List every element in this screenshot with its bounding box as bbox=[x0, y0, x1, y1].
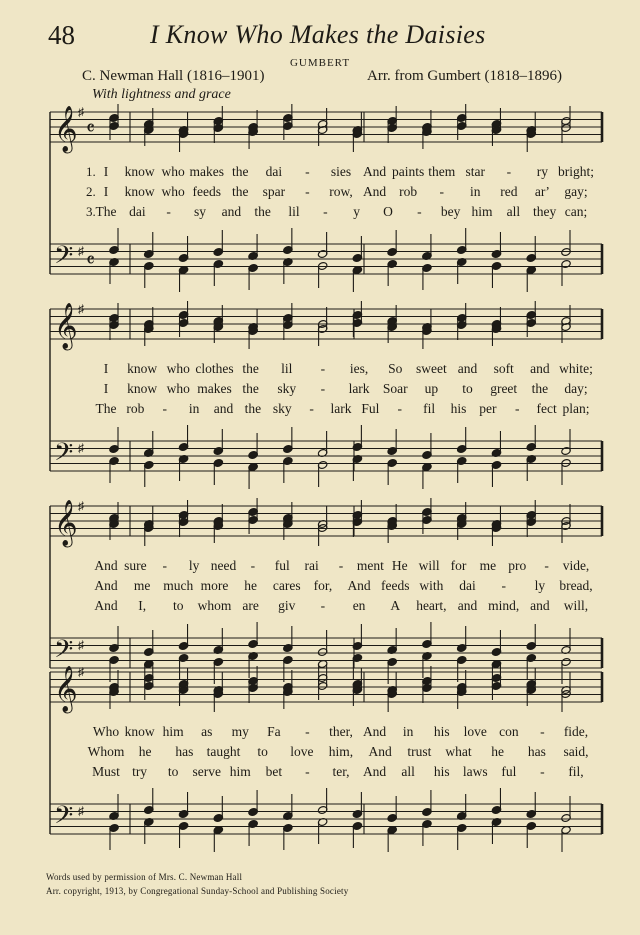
tune-name: GUMBERT bbox=[289, 57, 351, 69]
lyric-syllable: - bbox=[397, 401, 402, 416]
lyric-syllable: and bbox=[221, 204, 242, 219]
lyric-syllable: in bbox=[402, 724, 414, 739]
lyric-syllable: I bbox=[103, 184, 109, 199]
lyric-syllable: in bbox=[470, 184, 481, 199]
lyric-syllable: his bbox=[450, 401, 467, 416]
lyric-syllable: And bbox=[362, 764, 387, 779]
author-credit: C. Newman Hall (1816–1901) bbox=[82, 68, 265, 84]
lyric-syllable: - bbox=[540, 724, 545, 739]
lyric-syllable: to bbox=[173, 598, 184, 613]
music-system-4 bbox=[46, 665, 606, 848]
lyric-syllable: - bbox=[515, 401, 520, 416]
lyric-syllable: plan; bbox=[562, 401, 590, 416]
lyric-syllable: them bbox=[428, 164, 456, 179]
lyric-syllable: - bbox=[320, 381, 326, 396]
lyric-syllable: up bbox=[424, 381, 439, 396]
common-time-icon: 𝄴 bbox=[86, 116, 95, 140]
lyric-syllable: feeds bbox=[192, 184, 221, 199]
lyric-syllable: - bbox=[540, 764, 545, 779]
lyric-syllable: know bbox=[124, 184, 155, 199]
lyric-syllable: to bbox=[257, 744, 268, 759]
lyric-syllable: lil bbox=[288, 204, 300, 219]
lyric-syllable: love bbox=[290, 744, 314, 759]
lyric-syllable: - bbox=[250, 558, 256, 573]
lyric-syllable: and bbox=[213, 401, 234, 416]
lyric-syllable: - bbox=[305, 764, 310, 779]
verse-number: 3. bbox=[86, 204, 96, 219]
lyric-syllable: who bbox=[161, 164, 185, 179]
lyric-syllable: and bbox=[530, 361, 550, 376]
lyric-syllable: lark bbox=[330, 401, 352, 416]
lyric-syllable: - bbox=[305, 184, 310, 199]
lyric-syllable: And bbox=[94, 558, 118, 573]
lyric-syllable: love bbox=[463, 724, 487, 739]
verse-number: 1. bbox=[86, 164, 96, 179]
page-number: 48 bbox=[48, 20, 75, 50]
common-time-icon: 𝄴 bbox=[86, 248, 95, 272]
lyric-syllable: ther, bbox=[329, 724, 353, 739]
lyric-syllable: heart, bbox=[416, 598, 447, 613]
lyric-syllable: the bbox=[242, 381, 259, 396]
lyric-syllable: The bbox=[95, 204, 117, 219]
lyric-syllable: who bbox=[166, 381, 190, 396]
lyric-syllable: with bbox=[419, 578, 444, 593]
lyric-syllable: will bbox=[418, 558, 440, 573]
lyric-line-verse-3 bbox=[46, 764, 606, 784]
key-sharp-icon: ♯ bbox=[78, 638, 84, 652]
lyric-syllable: to bbox=[462, 381, 473, 396]
lyric-syllable: gay; bbox=[564, 184, 588, 199]
hymn-title: I Know Who Makes the Daisies bbox=[150, 20, 486, 49]
lyric-syllable: him bbox=[162, 724, 184, 739]
lyric-syllable: The bbox=[95, 401, 117, 416]
key-sharp-icon: ♯ bbox=[78, 665, 84, 679]
lyric-syllable: all bbox=[401, 764, 415, 779]
lyric-syllable: - bbox=[544, 558, 549, 573]
lyric-syllable: Ful bbox=[361, 401, 380, 416]
lyric-syllable: And bbox=[347, 578, 371, 593]
lyric-syllable: his bbox=[433, 764, 450, 779]
lyric-syllable: rob bbox=[399, 184, 418, 199]
lyric-syllable: sure bbox=[124, 558, 147, 573]
lyric-syllable: sky bbox=[272, 401, 292, 416]
lyric-syllable: cares bbox=[272, 578, 301, 593]
lyric-syllable: And bbox=[362, 164, 387, 179]
treble-clef-icon: 𝄞 bbox=[54, 666, 78, 712]
lyric-syllable: And bbox=[368, 744, 392, 759]
lyric-syllable: bet bbox=[265, 764, 283, 779]
lyric-syllable: much bbox=[163, 578, 194, 593]
key-sharp-icon: ♯ bbox=[78, 441, 84, 455]
lyric-syllable: And bbox=[362, 184, 387, 199]
lyric-syllable: feeds bbox=[380, 578, 410, 593]
lyric-syllable: A bbox=[390, 598, 401, 613]
lyric-syllable: know bbox=[127, 381, 158, 396]
lyric-syllable: has bbox=[175, 744, 194, 759]
lyric-syllable: has bbox=[527, 744, 546, 759]
lyric-syllable: Soar bbox=[382, 381, 408, 396]
bass-clef-icon: 𝄢 bbox=[54, 801, 74, 836]
lyric-syllable: for bbox=[450, 558, 467, 573]
lyric-syllable: bright; bbox=[558, 164, 594, 179]
lyric-syllable: he bbox=[244, 578, 257, 593]
lyric-syllable: as bbox=[201, 724, 213, 739]
lyric-syllable: mind, bbox=[488, 598, 520, 613]
lyric-syllable: y bbox=[353, 204, 361, 219]
treble-clef-icon: 𝄞 bbox=[54, 303, 78, 349]
lyric-syllable: who bbox=[166, 361, 190, 376]
lyric-syllable: con bbox=[499, 724, 519, 739]
lyric-syllable: white; bbox=[559, 361, 593, 376]
lyric-syllable: fil, bbox=[568, 764, 584, 779]
lyric-syllable: the bbox=[232, 184, 249, 199]
lyric-syllable: try bbox=[132, 764, 148, 779]
lyric-syllable: - bbox=[501, 578, 506, 593]
lyric-syllable: he bbox=[138, 744, 152, 759]
music-system-2 bbox=[46, 302, 606, 485]
lyric-syllable: ry bbox=[536, 164, 549, 179]
lyric-syllable: need bbox=[210, 558, 237, 573]
lyric-syllable: - bbox=[506, 164, 512, 179]
lyric-syllable: know bbox=[124, 164, 155, 179]
lyric-syllable: clothes bbox=[195, 361, 234, 376]
lyric-line-verse-2 bbox=[46, 381, 606, 401]
lyric-syllable: makes bbox=[197, 381, 232, 396]
lyric-syllable: the bbox=[244, 401, 262, 416]
lyric-syllable: fil bbox=[423, 401, 436, 416]
lyric-syllable: And bbox=[94, 598, 118, 613]
lyric-syllable: - bbox=[323, 204, 328, 219]
lyric-syllable: - bbox=[162, 558, 167, 573]
lyric-syllable: ful bbox=[274, 558, 290, 573]
lyric-syllable: Whom bbox=[87, 744, 125, 759]
lyric-syllable: sky bbox=[277, 381, 297, 396]
lyric-syllable: Who bbox=[92, 724, 120, 739]
lyric-syllable: his bbox=[433, 724, 450, 739]
footer-permission: Words used by permission of Mrs. C. Newman Hall bbox=[46, 872, 243, 882]
lyric-syllable: the bbox=[254, 204, 271, 219]
music-system-1 bbox=[46, 105, 606, 288]
lyric-syllable: ter, bbox=[332, 764, 350, 779]
lyric-line-verse-2 bbox=[46, 184, 606, 204]
lyric-syllable: - bbox=[320, 361, 326, 376]
lyric-syllable: I bbox=[103, 164, 109, 179]
lyric-syllable: taught bbox=[206, 744, 241, 759]
lyric-syllable: rai bbox=[304, 558, 319, 573]
verse-number: 2. bbox=[86, 184, 96, 199]
lyric-syllable: fide, bbox=[563, 724, 589, 739]
treble-clef-icon: 𝄞 bbox=[54, 500, 78, 546]
lyric-syllable: vide, bbox=[562, 558, 590, 573]
lyric-line-verse-1 bbox=[46, 558, 606, 578]
lyric-syllable: he bbox=[491, 744, 505, 759]
lyric-syllable: ly bbox=[188, 558, 200, 573]
lyric-syllable: ful bbox=[501, 764, 517, 779]
lyric-syllable: all bbox=[506, 204, 521, 219]
lyric-syllable: know bbox=[127, 361, 158, 376]
lyric-syllable: sies bbox=[330, 164, 352, 179]
lyric-syllable: ly bbox=[534, 578, 546, 593]
lyric-syllable: him, bbox=[328, 744, 354, 759]
lyric-syllable: lil bbox=[281, 361, 293, 376]
lyric-syllable: my bbox=[231, 724, 249, 739]
music-system-3 bbox=[46, 499, 606, 682]
key-sharp-icon: ♯ bbox=[78, 499, 84, 513]
lyric-syllable: dai bbox=[129, 204, 146, 219]
lyric-line-verse-3 bbox=[46, 401, 606, 421]
lyric-syllable: the bbox=[242, 361, 259, 376]
lyric-syllable: - bbox=[305, 724, 310, 739]
lyric-line-verse-3 bbox=[46, 598, 606, 618]
lyric-syllable: soft bbox=[493, 361, 514, 376]
lyric-syllable: him bbox=[229, 764, 251, 779]
lyric-syllable: him bbox=[471, 204, 493, 219]
key-sharp-icon: ♯ bbox=[78, 244, 84, 258]
lyric-syllable: laws bbox=[462, 764, 488, 779]
lyric-syllable: they bbox=[533, 204, 557, 219]
lyric-syllable: lark bbox=[348, 381, 370, 396]
lyric-syllable: And bbox=[362, 724, 387, 739]
lyric-syllable: I bbox=[103, 381, 109, 396]
footer-copyright: Arr. copyright, 1913, by Congregational Sunday-School and Publishing Society bbox=[46, 886, 349, 896]
lyric-syllable: rob bbox=[126, 401, 145, 416]
lyric-syllable: and bbox=[530, 598, 550, 613]
lyric-syllable: dai bbox=[459, 578, 476, 593]
lyric-syllable: sy bbox=[193, 204, 207, 219]
lyric-syllable: spar bbox=[262, 184, 286, 199]
lyric-syllable: I, bbox=[138, 598, 147, 613]
lyric-syllable: will, bbox=[563, 598, 589, 613]
lyric-syllable: - bbox=[162, 401, 167, 416]
lyric-syllable: And bbox=[94, 578, 118, 593]
lyric-syllable: day; bbox=[564, 381, 588, 396]
lyric-line-verse-1 bbox=[46, 724, 606, 744]
lyric-syllable: greet bbox=[490, 381, 518, 396]
lyric-syllable: per bbox=[479, 401, 497, 416]
lyric-syllable: me bbox=[479, 558, 497, 573]
lyric-syllable: to bbox=[167, 764, 179, 779]
lyric-syllable: - bbox=[320, 598, 326, 613]
bass-clef-icon: 𝄢 bbox=[54, 438, 74, 473]
lyric-syllable: star bbox=[465, 164, 486, 179]
tempo-marking: With lightness and grace bbox=[92, 87, 231, 102]
lyric-syllable: - bbox=[417, 204, 422, 219]
lyric-syllable: giv bbox=[278, 598, 296, 613]
lyric-syllable: me bbox=[133, 578, 151, 593]
lyric-syllable: Fa bbox=[267, 724, 281, 739]
lyric-syllable: the bbox=[232, 164, 249, 179]
lyric-syllable: - bbox=[338, 558, 344, 573]
lyric-line-verse-2 bbox=[46, 744, 606, 764]
lyric-syllable: - bbox=[309, 401, 314, 416]
lyric-syllable: know bbox=[124, 724, 155, 739]
lyric-syllable: bread, bbox=[559, 578, 593, 593]
lyric-syllable: paints bbox=[392, 164, 425, 179]
lyric-syllable: - bbox=[439, 184, 444, 199]
lyric-syllable: and bbox=[457, 361, 478, 376]
lyric-syllable: ies, bbox=[349, 361, 369, 376]
lyric-syllable: sweet bbox=[416, 361, 447, 376]
lyric-syllable: and bbox=[457, 598, 478, 613]
lyric-syllable: bey bbox=[440, 204, 461, 219]
lyric-syllable: serve bbox=[192, 764, 221, 779]
lyric-syllable: said, bbox=[563, 744, 589, 759]
lyric-syllable: He bbox=[391, 558, 408, 573]
lyric-syllable: - bbox=[166, 204, 171, 219]
lyric-syllable: fect bbox=[536, 401, 557, 416]
key-sharp-icon: ♯ bbox=[78, 105, 84, 119]
lyric-syllable: I bbox=[103, 361, 109, 376]
bass-clef-icon: 𝄢 bbox=[54, 241, 74, 276]
lyric-syllable: ment bbox=[356, 558, 384, 573]
lyric-syllable: for, bbox=[313, 578, 333, 593]
lyric-syllable: arʼ bbox=[534, 184, 550, 199]
lyric-syllable: can; bbox=[564, 204, 588, 219]
lyric-line-verse-3 bbox=[46, 204, 606, 224]
lyric-syllable: makes bbox=[189, 164, 224, 179]
lyric-line-verse-1 bbox=[46, 164, 606, 184]
lyric-syllable: Must bbox=[92, 764, 120, 779]
lyric-syllable: O bbox=[383, 204, 393, 219]
lyric-syllable: pro bbox=[508, 558, 527, 573]
lyric-syllable: row, bbox=[329, 184, 353, 199]
lyric-syllable: whom bbox=[197, 598, 232, 613]
lyric-syllable: what bbox=[445, 744, 472, 759]
lyric-syllable: en bbox=[352, 598, 366, 613]
bass-clef-icon: 𝄢 bbox=[54, 635, 74, 670]
lyric-syllable: the bbox=[531, 381, 549, 396]
key-sharp-icon: ♯ bbox=[78, 804, 84, 818]
lyric-line-verse-2 bbox=[46, 578, 606, 598]
lyric-syllable: So bbox=[388, 361, 403, 376]
lyric-line-verse-1 bbox=[46, 361, 606, 381]
lyric-syllable: who bbox=[161, 184, 185, 199]
lyric-syllable: more bbox=[200, 578, 229, 593]
lyric-syllable: trust bbox=[407, 744, 432, 759]
lyric-syllable: - bbox=[305, 164, 310, 179]
key-sharp-icon: ♯ bbox=[78, 302, 84, 316]
treble-clef-icon: 𝄞 bbox=[54, 106, 78, 152]
lyric-syllable: dai bbox=[265, 164, 283, 179]
lyric-syllable: red bbox=[500, 184, 518, 199]
lyric-syllable: in bbox=[188, 401, 200, 416]
arranger-credit: Arr. from Gumbert (1818–1896) bbox=[367, 68, 562, 84]
lyric-syllable: are bbox=[242, 598, 259, 613]
